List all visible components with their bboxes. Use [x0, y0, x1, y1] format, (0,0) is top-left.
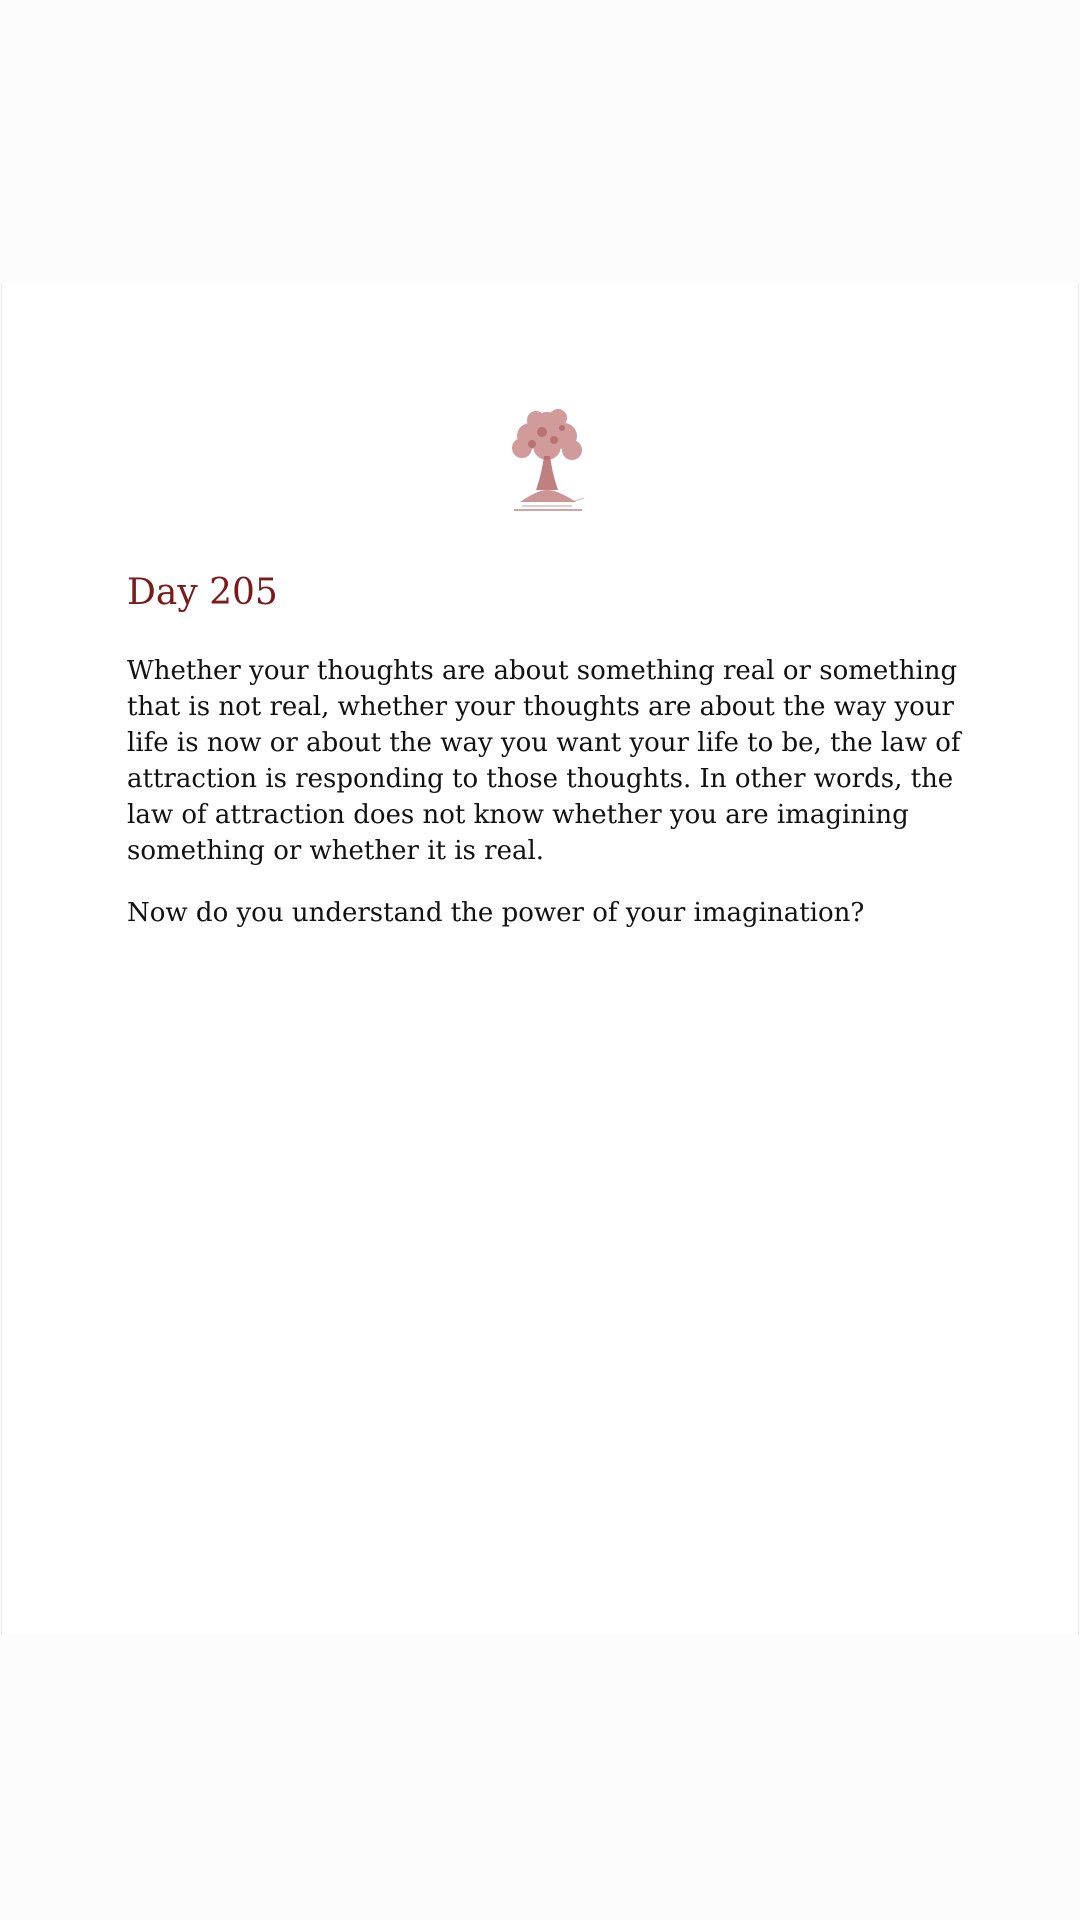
page-title: Day 205 [127, 572, 278, 613]
book-page [1, 283, 1079, 1635]
page-body [127, 653, 967, 957]
tree-illustration-icon [492, 398, 602, 528]
paragraph: Now do you understand the power of your imagination? [127, 898, 865, 928]
paragraph: Whether your thoughts are about something real or something that is not real, whether your thoughts are about the way your life is now or about the way you want your life to be, the law of attraction is responding to those thoughts. In other words, the law of attraction does not know whether you are imagining something or whether it is real. [127, 656, 961, 866]
